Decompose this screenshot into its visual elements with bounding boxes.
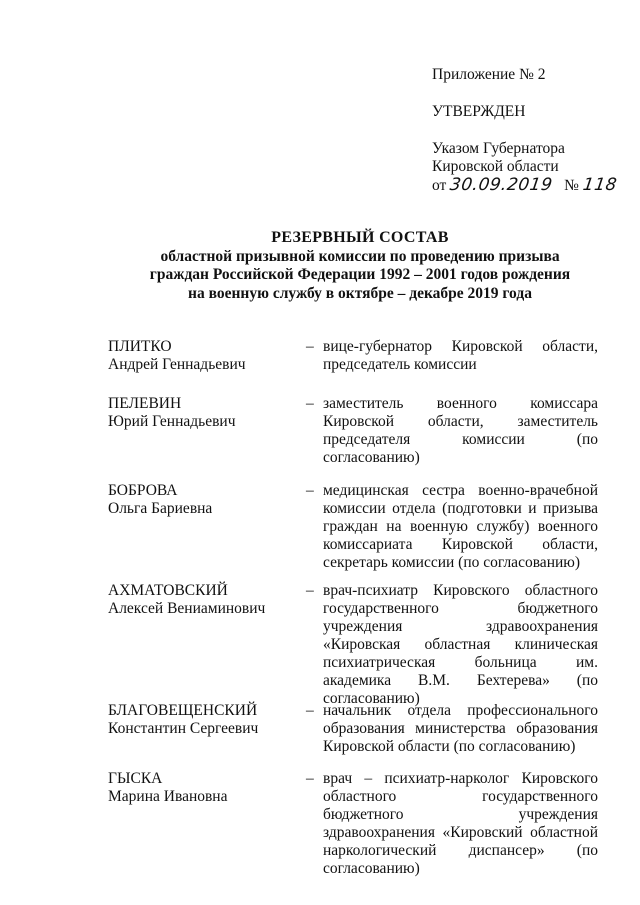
member-surname: БОБРОВА: [108, 482, 178, 499]
member-surname: ПЛИТКО: [108, 338, 172, 355]
date-prefix: от: [432, 177, 447, 194]
handwritten-number: 118: [581, 175, 619, 195]
member-name: [108, 702, 298, 738]
member-name: [108, 482, 298, 518]
member-role: медицинская сестра военно-врачебной комиссии отдела (подготовки и призыва граждан на военную службу) военного комиссариата Кировской области, секретарь комиссии (по согласованию): [323, 482, 598, 571]
member-role: врач – психиатр-нарколог Кировского областного государственного бюджетного учреждения здравоохранения «Кировский областной наркологический диспансер» (по согласованию): [323, 770, 598, 877]
title-line-4: на военную службу в октябре – декабре 2019 года: [188, 284, 532, 302]
approved-label: УТВЕРЖДЕН: [432, 103, 526, 120]
member-role: заместитель военного комиссара Кировской области, заместитель председателя комиссии (по согласованию): [323, 395, 598, 466]
appendix-label: Приложение № 2: [432, 66, 546, 83]
member-surname: АХМАТОВСКИЙ: [108, 582, 228, 599]
member-dash: –: [306, 482, 314, 499]
member-dash: –: [306, 582, 314, 599]
date-number-line: [432, 176, 632, 195]
title-main: РЕЗЕРВНЫЙ СОСТАВ: [271, 229, 449, 246]
member-given-name: Андрей Геннадьевич: [108, 356, 246, 373]
decree-line-2: Кировской области: [432, 158, 559, 175]
member-dash: –: [306, 395, 314, 412]
member-given-name: Алексей Вениаминович: [108, 600, 266, 617]
member-dash: –: [306, 702, 314, 719]
member-role: врач-психиатр Кировского областного государственного бюджетного учреждения здравоохранения «Кировская областная клиническая психиатрическая больница им. академика В.М. Бехтерева» (по согласованию): [323, 582, 598, 707]
document-title: [60, 229, 640, 303]
title-line-2: областной призывной комиссии по проведению призыва: [160, 247, 560, 265]
decree-line-1: Указом Губернатора: [432, 140, 565, 157]
member-role: вице-губернатор Кировской области, председатель комиссии: [323, 338, 598, 373]
member-dash: –: [306, 770, 314, 787]
member-dash: –: [306, 338, 314, 355]
member-surname: БЛАГОВЕЩЕНСКИЙ: [108, 702, 258, 719]
member-name: [108, 770, 298, 806]
handwritten-date: 30.09.2019: [448, 175, 554, 195]
member-given-name: Марина Ивановна: [108, 788, 228, 805]
member-given-name: Ольга Бариевна: [108, 500, 213, 517]
number-prefix: №: [564, 177, 579, 194]
member-surname: ГЫСКА: [108, 770, 163, 787]
member-name: [108, 395, 298, 431]
member-given-name: Юрий Геннадьевич: [108, 413, 236, 430]
title-line-3: граждан Российской Федерации 1992 – 2001 годов рождения: [149, 266, 571, 283]
member-surname: ПЕЛЕВИН: [108, 395, 182, 412]
member-name: [108, 582, 298, 618]
member-role: начальник отдела профессионального образования министерства образования Кировской области (по согласованию): [323, 702, 598, 755]
member-name: [108, 338, 298, 374]
approval-block: [432, 66, 632, 195]
member-given-name: Константин Сергеевич: [108, 720, 259, 737]
